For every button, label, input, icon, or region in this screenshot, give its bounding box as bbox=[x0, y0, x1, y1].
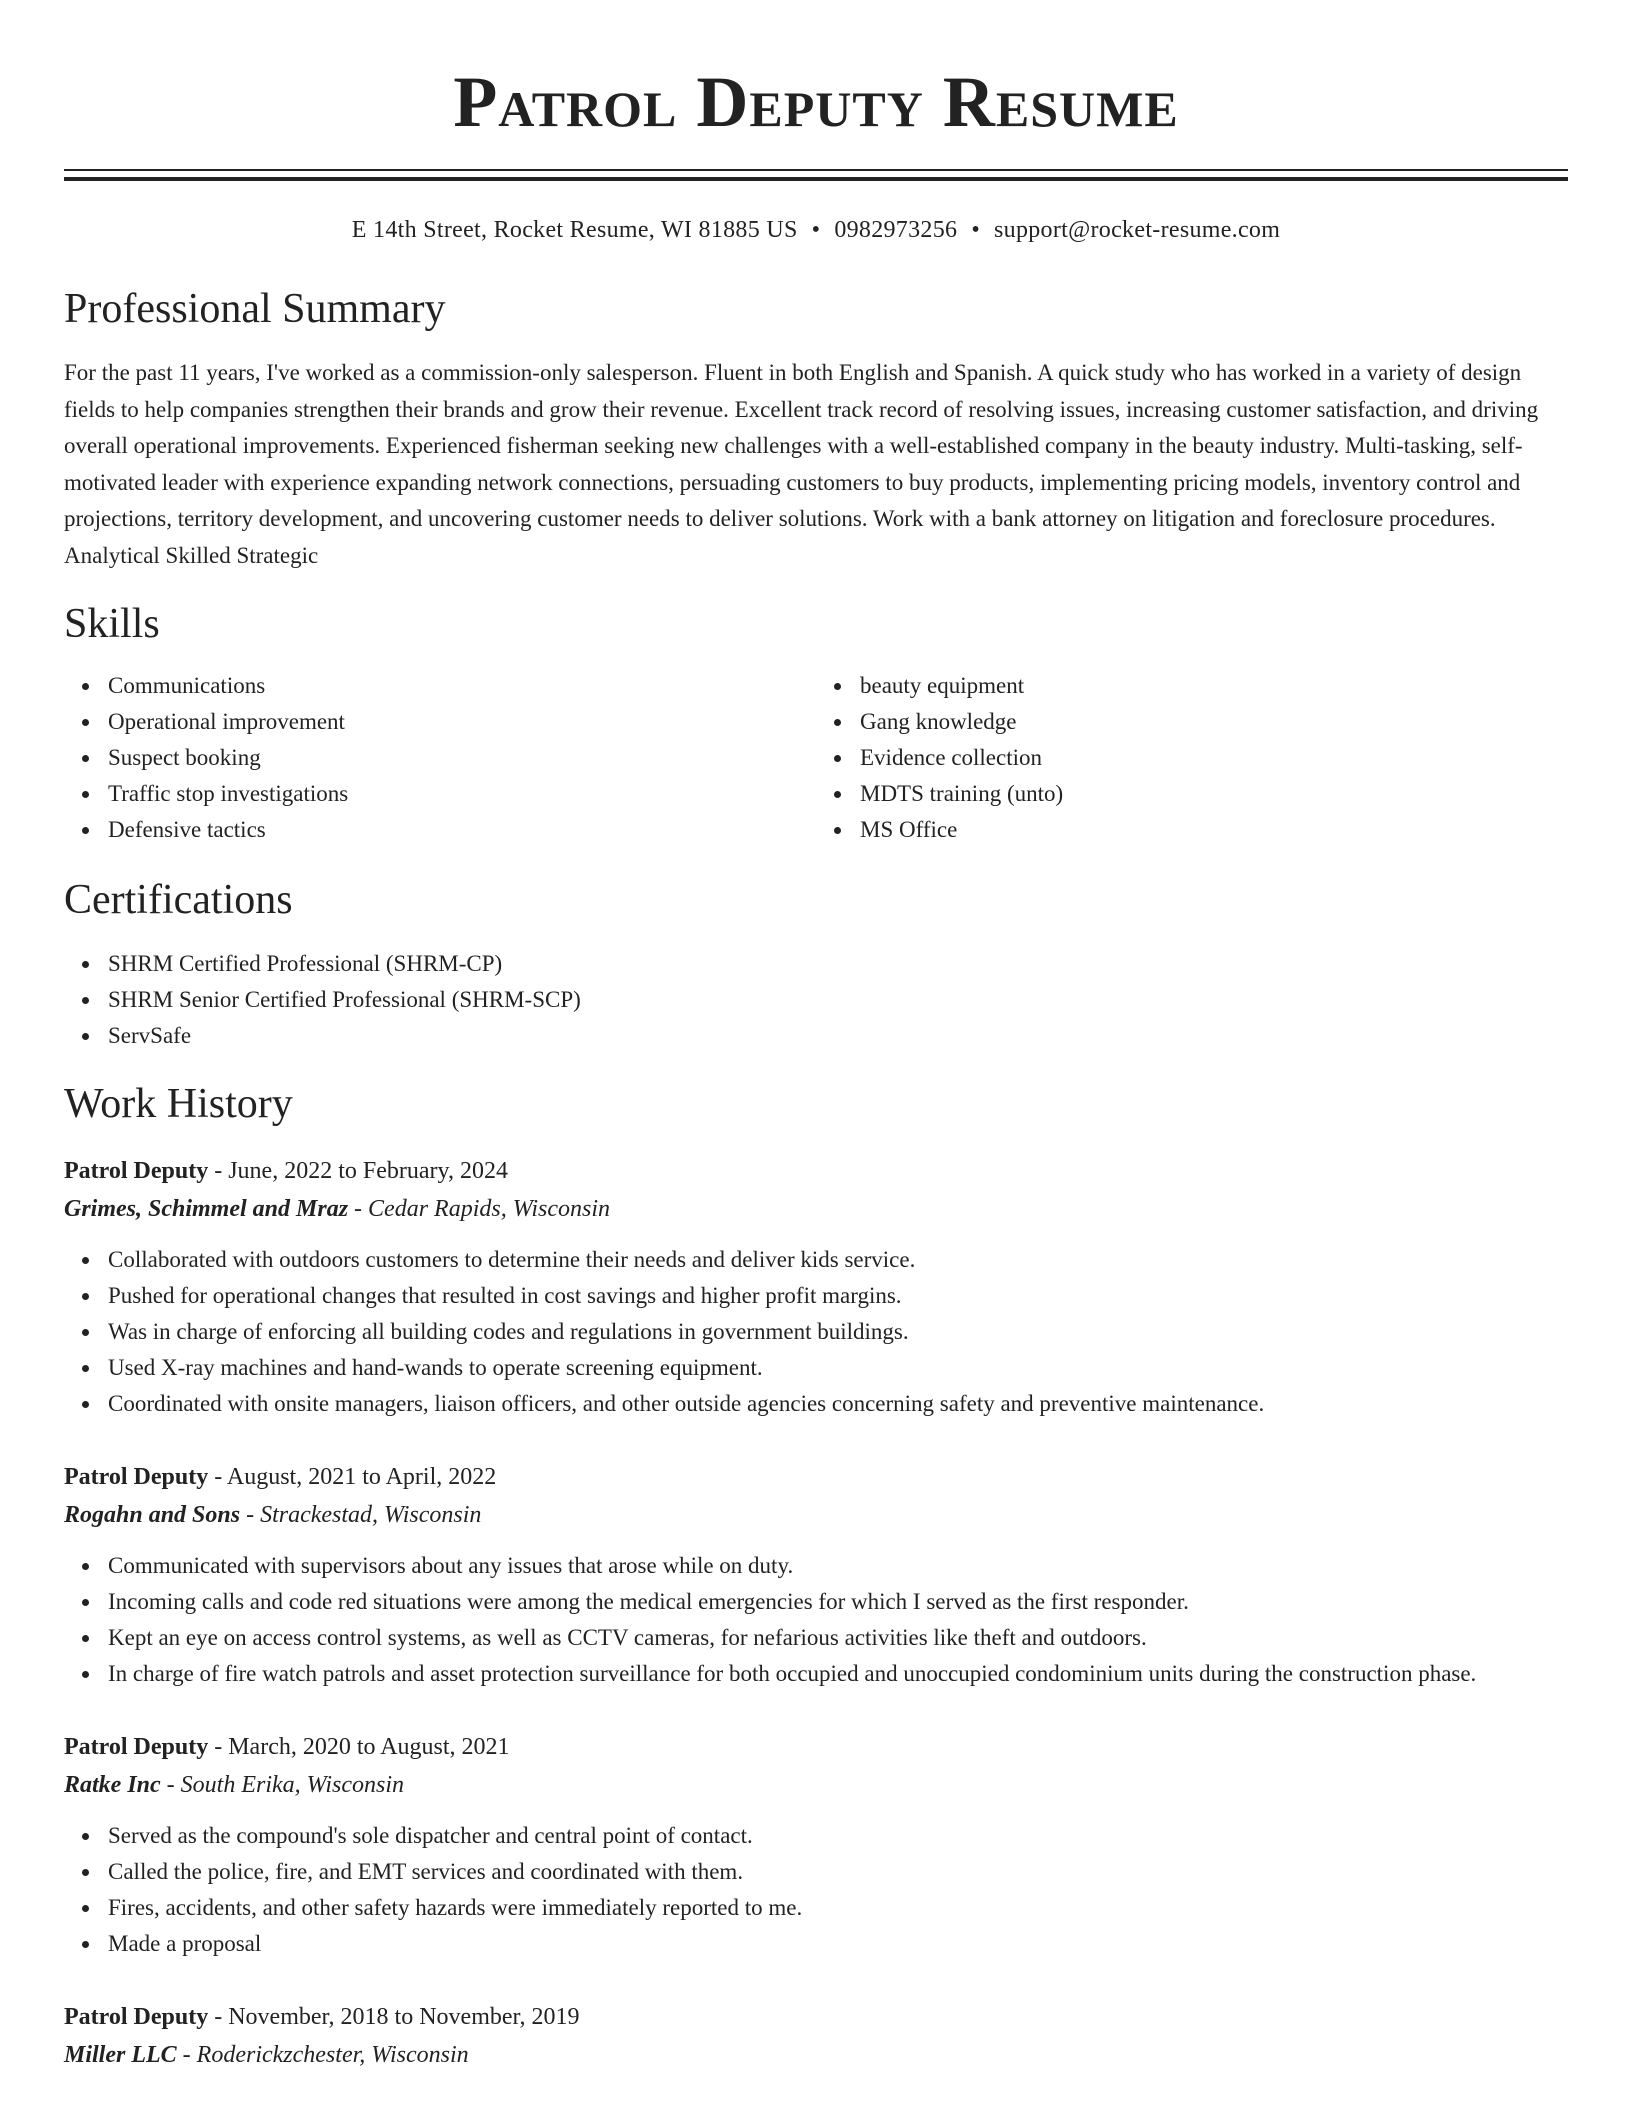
job-title: Patrol Deputy bbox=[64, 2004, 209, 2030]
contact-separator: • bbox=[971, 217, 981, 243]
contact-phone: 0982973256 bbox=[834, 217, 958, 243]
certification-item: ServSafe bbox=[108, 1018, 1568, 1054]
job-company: Grimes, Schimmel and Mraz bbox=[64, 1196, 349, 1222]
certification-item: SHRM Certified Professional (SHRM-CP) bbox=[108, 946, 1568, 982]
job-title-line bbox=[64, 1998, 1568, 2036]
job-company: Ratke Inc bbox=[64, 1772, 161, 1798]
skill-item: MS Office bbox=[860, 812, 1568, 848]
skill-item: Traffic stop investigations bbox=[108, 776, 816, 812]
skills-columns bbox=[64, 668, 1568, 848]
job-duty: Incoming calls and code red situations were among the medical emergencies for which I served as the first responder. bbox=[108, 1584, 1568, 1620]
job-duties-list bbox=[64, 1242, 1568, 1422]
job-title: Patrol Deputy bbox=[64, 1464, 209, 1490]
job-company: Miller LLC bbox=[64, 2042, 177, 2068]
job-dates: - March, 2020 to August, 2021 bbox=[208, 1734, 510, 1760]
job-duty: Kept an eye on access control systems, as well as CCTV cameras, for nefarious activities like theft and outdoors. bbox=[108, 1620, 1568, 1656]
job-duty: Made a proposal bbox=[108, 1926, 1568, 1962]
page-title: Patrol Deputy Resume bbox=[453, 62, 1179, 142]
contact-separator: • bbox=[811, 217, 821, 243]
job-title: Patrol Deputy bbox=[64, 1734, 209, 1760]
job-company-line bbox=[64, 2036, 1568, 2074]
job-duty: Communicated with supervisors about any issues that arose while on duty. bbox=[108, 1548, 1568, 1584]
job-location: - South Erika, Wisconsin bbox=[160, 1772, 404, 1798]
job-duties-list bbox=[64, 1548, 1568, 1692]
contact-email: support@rocket-resume.com bbox=[994, 217, 1281, 243]
job-company: Rogahn and Sons bbox=[64, 1502, 241, 1528]
contact-line bbox=[64, 215, 1568, 245]
job-entry bbox=[64, 1998, 1568, 2074]
job-dates: - August, 2021 to April, 2022 bbox=[208, 1464, 497, 1490]
summary-text: For the past 11 years, I've worked as a commission-only salesperson. Fluent in both English and Spanish. A quick study who has worked in a variety of design fields to help companies strengthen their brands and grow their revenue. Excellent track record of resolving issues, increasing customer satisfaction, and driving overall operational improvements. Experienced fisherman seeking new challenges with a well-established company in the beauty industry. Multi-tasking, self-motivated leader with experience expanding network connections, persuading customers to buy products, implementing pricing models, inventory control and projections, territory development, and uncovering customer needs to deliver solutions. Work with a bank attorney on litigation and foreclosure procedures. Analytical Skilled Strategic bbox=[64, 360, 1539, 568]
job-location: - Strackestad, Wisconsin bbox=[240, 1502, 482, 1528]
job-duty: Fires, accidents, and other safety hazards were immediately reported to me. bbox=[108, 1890, 1568, 1926]
certifications-list bbox=[64, 946, 1568, 1054]
job-duty: Used X-ray machines and hand-wands to operate screening equipment. bbox=[108, 1350, 1568, 1386]
section-heading-work-history: Work History bbox=[64, 1081, 293, 1127]
job-duty: Served as the compound's sole dispatcher and central point of contact. bbox=[108, 1818, 1568, 1854]
job-entry bbox=[64, 1728, 1568, 1962]
skill-item: Communications bbox=[108, 668, 816, 704]
job-dates: - November, 2018 to November, 2019 bbox=[208, 2004, 580, 2030]
job-duty: Coordinated with onsite managers, liaison officers, and other outside agencies concerning safety and preventive maintenance. bbox=[108, 1386, 1568, 1422]
certification-item: SHRM Senior Certified Professional (SHRM-SCP) bbox=[108, 982, 1568, 1018]
job-company-line bbox=[64, 1496, 1568, 1534]
job-title-line bbox=[64, 1458, 1568, 1496]
skill-item: MDTS training (unto) bbox=[860, 776, 1568, 812]
section-heading-skills: Skills bbox=[64, 601, 160, 647]
job-location: - Roderickzchester, Wisconsin bbox=[176, 2042, 469, 2068]
job-title-line bbox=[64, 1152, 1568, 1190]
skill-item: Defensive tactics bbox=[108, 812, 816, 848]
job-company-line bbox=[64, 1766, 1568, 1804]
job-entry bbox=[64, 1458, 1568, 1692]
skill-item: Operational improvement bbox=[108, 704, 816, 740]
job-duty: Pushed for operational changes that resulted in cost savings and higher profit margins. bbox=[108, 1278, 1568, 1314]
contact-address: E 14th Street, Rocket Resume, WI 81885 US bbox=[351, 217, 798, 243]
job-dates: - June, 2022 to February, 2024 bbox=[208, 1158, 508, 1184]
skill-item: beauty equipment bbox=[860, 668, 1568, 704]
job-duty: Was in charge of enforcing all building codes and regulations in government buildings. bbox=[108, 1314, 1568, 1350]
title-divider-thin bbox=[64, 169, 1568, 171]
section-heading-certifications: Certifications bbox=[64, 877, 293, 923]
skill-item: Evidence collection bbox=[860, 740, 1568, 776]
job-title: Patrol Deputy bbox=[64, 1158, 209, 1184]
job-duties-list bbox=[64, 1818, 1568, 1962]
skill-item: Gang knowledge bbox=[860, 704, 1568, 740]
job-duty: In charge of fire watch patrols and asset protection surveillance for both occupied and unoccupied condominium units during the construction phase. bbox=[108, 1656, 1568, 1692]
job-duty: Collaborated with outdoors customers to determine their needs and deliver kids service. bbox=[108, 1242, 1568, 1278]
job-duty: Called the police, fire, and EMT services and coordinated with them. bbox=[108, 1854, 1568, 1890]
skills-list-left bbox=[64, 668, 816, 848]
job-title-line bbox=[64, 1728, 1568, 1766]
skill-item: Suspect booking bbox=[108, 740, 816, 776]
job-company-line bbox=[64, 1190, 1568, 1228]
job-location: - Cedar Rapids, Wisconsin bbox=[348, 1196, 611, 1222]
title-divider-thick bbox=[64, 177, 1568, 181]
skills-list-right bbox=[816, 668, 1568, 848]
section-heading-summary: Professional Summary bbox=[64, 286, 446, 332]
job-entry bbox=[64, 1152, 1568, 1422]
